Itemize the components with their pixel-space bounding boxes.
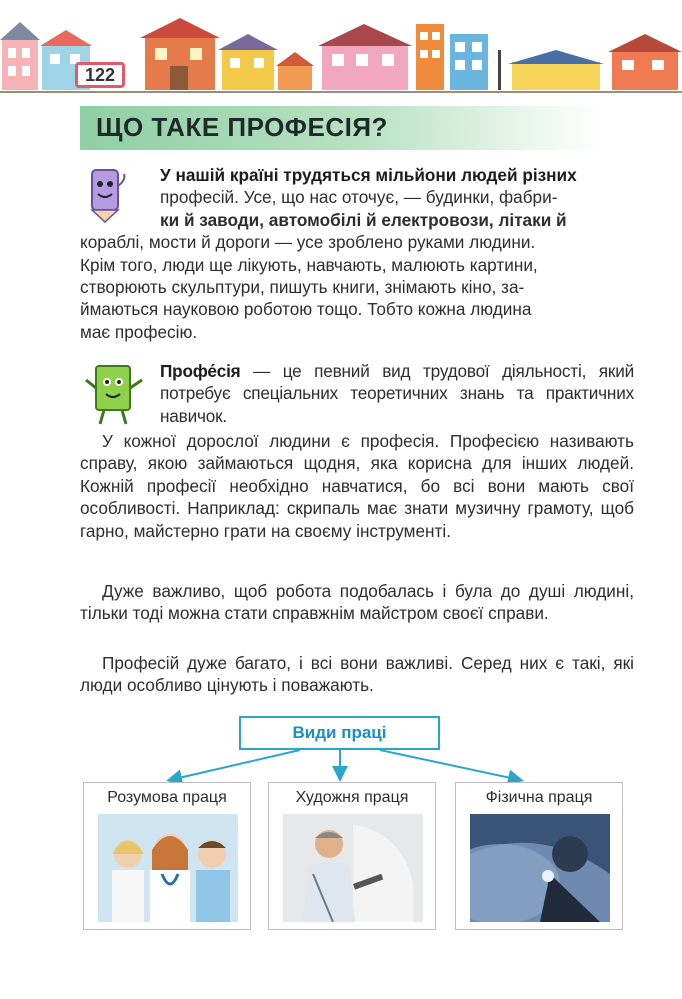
intro-line: Крім того, люди ще лікують, навчають, малюють картини, xyxy=(80,254,538,275)
page-title: ЩО ТАКЕ ПРОФЕСІЯ? xyxy=(96,112,388,142)
page-number: 122 xyxy=(75,62,125,88)
intro-line: має професію. xyxy=(80,321,198,342)
work-type-card xyxy=(268,782,436,930)
intro-line: професій. Усе, що нас оточує, — будинки, фабри- xyxy=(160,187,558,208)
doctors-photo xyxy=(98,814,238,922)
work-type-card xyxy=(83,782,251,930)
paragraph-4: Професій дуже багато, і всі вони важливі. Серед них є такі, які люди особливо цінують і поважають. xyxy=(80,653,634,696)
intro-line: ймаються науковою роботою тощо. Тобто кожна людина xyxy=(80,299,532,320)
intro-bold: У нашій країні трудяться мільйони людей різних xyxy=(160,165,577,185)
paragraph-3: Дуже важливо, щоб робота подобалась і була до душі людині, тільки тоді можна стати справжнім майстром своєї справи. xyxy=(80,581,634,624)
diagram-root: Види праці xyxy=(239,716,440,750)
sculptor-photo xyxy=(283,814,423,922)
definition-text: — це певний вид трудової діяльності, який потребує спеціальних теоретичних знань та практичних навичок. xyxy=(160,361,634,426)
paragraph-2: У кожної дорослої людини є професія. Професією називають справу, якою займаються щодня, яка корисна для інших людей. Кожній професії необхідно навчатися, бо всі вони мають свої особливості. Наприклад: скрипаль має знати музичну грамоту, щоб гарно, майстерно грати на своєму інструменті. xyxy=(80,431,634,541)
intro-line: ки й заводи, автомобілі й електровози, літаки й xyxy=(160,209,567,230)
intro-line: створюють скульптури, пишуть книги, знімають кіно, за- xyxy=(80,277,525,297)
definition-term: Профе́сія xyxy=(160,361,241,381)
work-type-label: Фізична праця xyxy=(485,789,593,806)
work-type-card xyxy=(455,782,623,930)
work-type-label: Художня праця xyxy=(295,789,409,806)
welder-photo xyxy=(470,814,610,922)
intro-line: кораблі, мости й дороги — усе зроблено руками людини. xyxy=(80,232,536,253)
work-type-label: Розумова праця xyxy=(107,789,227,806)
